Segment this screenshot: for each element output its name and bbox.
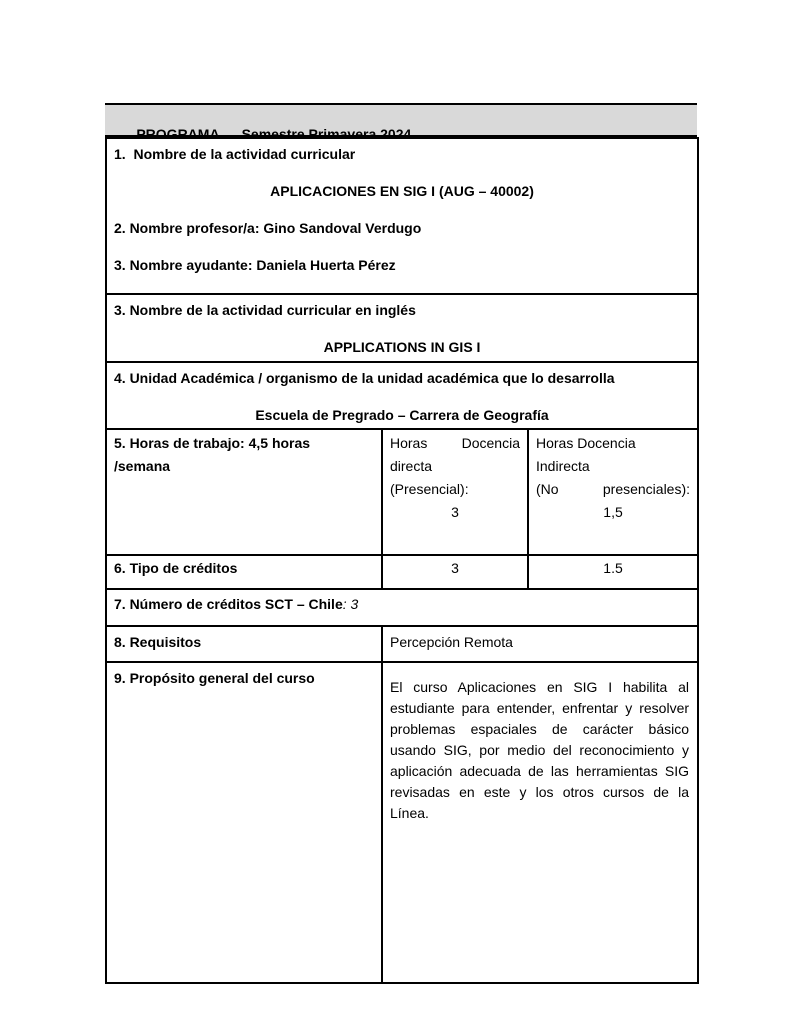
credit-type-indirect-value: 1.5 [528, 555, 698, 589]
work-hours-label-line1: 5. Horas de trabajo: 4,5 horas [114, 435, 311, 451]
indirect-hours-line1: Horas Docencia [536, 435, 636, 451]
cell-academic-unit [106, 362, 698, 429]
row-course-purpose [106, 662, 698, 983]
indirect-hours-line3: (No presenciales): [536, 481, 691, 497]
row-credit-type [106, 555, 698, 589]
requisites-label: 8. Requisitos [106, 626, 382, 662]
direct-hours-line1: Horas Docencia [390, 435, 520, 451]
academic-unit-label: 4. Unidad Académica / organismo de la unidad académica que lo desarrolla [114, 370, 615, 386]
direct-hours-line3: (Presencial): [390, 481, 469, 497]
english-name-label: 3. Nombre de la actividad curricular en inglés [114, 302, 416, 318]
cell-indirect-hours [528, 429, 698, 555]
assistant-name: 3. Nombre ayudante: Daniela Huerta Pérez [114, 257, 396, 273]
work-hours-label-line2: /semana [114, 458, 171, 474]
row-english-name [106, 294, 698, 362]
direct-hours-value: 3 [451, 504, 459, 520]
english-name-value: APPLICATIONS IN GIS I [323, 339, 481, 355]
activity-name-label: 1. Nombre de la actividad curricular [114, 146, 356, 162]
semester-title: Semestre Primavera 2024 [241, 126, 412, 142]
program-table [105, 137, 699, 984]
cell-sct-credits [106, 589, 698, 626]
row-requisites [106, 626, 698, 662]
program-header-bar [105, 103, 697, 142]
cell-english-name [106, 294, 698, 362]
academic-unit-value: Escuela de Pregrado – Carrera de Geografía [255, 407, 549, 423]
indirect-hours-value: 1,5 [603, 504, 623, 520]
row-academic-unit [106, 362, 698, 429]
cell-work-hours-label [106, 429, 382, 555]
row-sct-credits [106, 589, 698, 626]
credit-type-label: 6. Tipo de créditos [106, 555, 382, 589]
sct-credits-value: : 3 [342, 596, 359, 612]
indirect-hours-line2: Indirecta [536, 458, 590, 474]
course-title: APLICACIONES EN SIG I (AUG – 40002) [270, 183, 534, 199]
cell-names [106, 138, 698, 294]
course-purpose-label: 9. Propósito general del curso [106, 662, 382, 983]
credit-type-direct-value: 3 [382, 555, 528, 589]
direct-hours-line2: directa [390, 458, 433, 474]
sct-credits-label: 7. Número de créditos SCT – Chile [114, 596, 343, 612]
course-purpose-text: El curso Aplicaciones en SIG I habilita al estudiante para entender, enfrentar y resolver problemas espaciales de carácter básico usando SIG, por medio del reconocimiento y aplicación adecuada de las herramientas SIG revisadas en este y los otros cursos de la Línea. [382, 662, 698, 983]
cell-direct-hours [382, 429, 528, 555]
professor-name: 2. Nombre profesor/a: Gino Sandoval Verdugo [114, 220, 422, 236]
program-title: PROGRAMA [136, 126, 220, 142]
row-names [106, 138, 698, 294]
requisites-value: Percepción Remota [382, 626, 698, 662]
row-work-hours [106, 429, 698, 555]
program-document [105, 103, 697, 984]
